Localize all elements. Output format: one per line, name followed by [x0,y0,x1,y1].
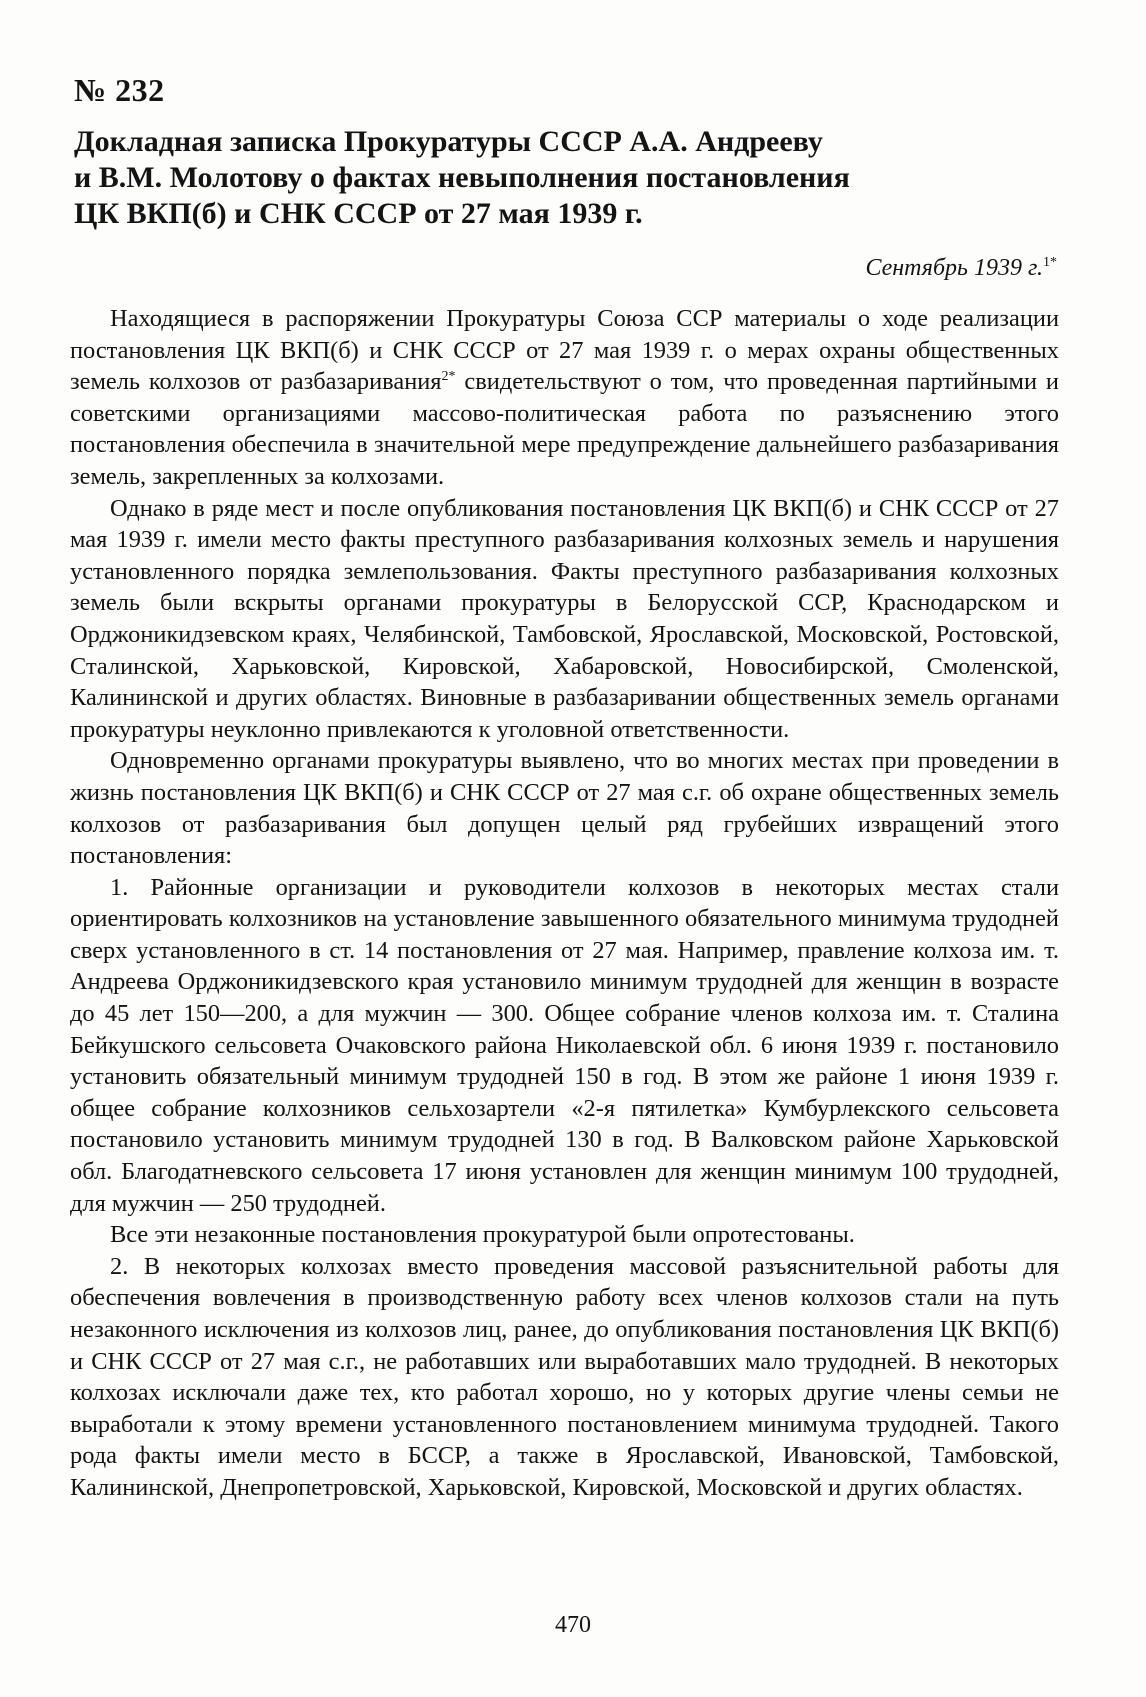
paragraph: 1. Районные организации и руководители колхозов в некоторых местах стали ориентировать колхозников на установление завышенного обязательного минимума трудодней сверх установленного в ст. 14 постановления от 27 мая. Например, правление колхоза им. т. Андреева Орджоникидзевского края установило минимум трудодней для женщин в возрасте до 45 лет 150—200, а для мужчин — 300. Общее собрание членов колхоза им. т. Сталина Бейкушского сельсовета Очаковского района Николаевской обл. 6 июня 1939 г. постановило установить обязательный минимум трудодней 150 в год. В этом же районе 1 июня 1939 г. общее собрание колхозников сельхозартели «2-я пятилетка» Кумбурлекского сельсовета постановило установить минимум трудодней 130 в год. В Валковском районе Харьковской обл. Благодатневского сельсовета 17 июня установлен для женщин минимум 100 трудодней, для мужчин — 250 трудодней. [70,873,1059,1217]
paragraph: 2. В некоторых колхозах вместо проведения массовой разъяснительной работы для обеспечения вовлечения в производственную работу всех членов колхозов стали на путь незаконного исключения из колхозов лиц, ранее, до опубликования постановления ЦК ВКП(б) и СНК СССР от 27 мая с.г., не работавших или выработавших мало трудодней. В некоторых колхозах исключали даже тех, кто работал хорошо, но у которых другие члены семьи не выработали к этому времени установленного постановлением минимума трудодней. Такого рода факты имели место в БССР, а также в Ярославской, Ивановской, Тамбовской, Калининской, Днепропетровской, Харьковской, Кировской, Московской и других областях. [70,1252,1059,1501]
paragraph: Одновременно органами прокуратуры выявлено, что во многих местах при проведении в жизнь постановления ЦК ВКП(б) и СНК СССР от 27 мая с.г. об охране общественных земель колхозов от разбазаривания был допущен целый ряд грубейших извращений этого постановления: [70,747,1059,870]
date-text: Сентябрь 1939 г. [865,255,1043,281]
page-number: 470 [555,1612,591,1638]
title-line: ЦК ВКП(б) и СНК СССР от 27 мая 1939 г. [74,197,643,230]
document-number: № 232 [74,72,165,108]
title-line: Докладная записка Прокуратуры СССР А.А. Андрееву [74,125,823,158]
paragraph-text: Находящиеся в распоряжении Прокуратуры Союза ССР материалы о ходе реализации постановления ЦК ВКП(б) и СНК СССР от 27 мая 1939 г. о мерах охраны общественных земель колхозов от разбазаривания [70,305,1059,396]
document-title [74,124,1074,232]
paragraph [70,303,1059,493]
document-body [70,303,1059,1504]
title-line: и В.М. Молотову о фактах невыполнения постановления [74,161,850,194]
paragraph-text: свидетельствуют о том, что проведенная партийными и советскими организациями массово-политическая работа по разъяснению этого постановления обеспечила в значительной мере предупреждение дальнейшего разбазаривания земель, закрепленных за колхозами. [70,368,1059,490]
footnote-marker: 1* [1043,255,1057,270]
paragraph: Все эти незаконные постановления прокуратурой были опротестованы. [110,1221,855,1249]
document-date [865,255,1057,282]
footnote-marker: 2* [441,369,456,385]
paragraph: Однако в ряде мест и после опубликования постановления ЦК ВКП(б) и СНК СССР от 27 мая 1939 г. имели место факты преступного разбазаривания колхозных земель и нарушения установленного порядка землепользования. Факты преступного разбазаривания колхозных земель были вскрыты органами прокуратуры в Белорусской ССР, Краснодарском и Орджоникидзевском краях, Челябинской, Тамбовской, Ярославской, Московской, Ростовской, Сталинской, Харьковской, Кировской, Хабаровской, Новосибирской, Смоленской, Калининской и других областях. Виновные в разбазаривании общественных земель органами прокуратуры неуклонно привлекаются к уголовной ответственности. [70,494,1059,743]
